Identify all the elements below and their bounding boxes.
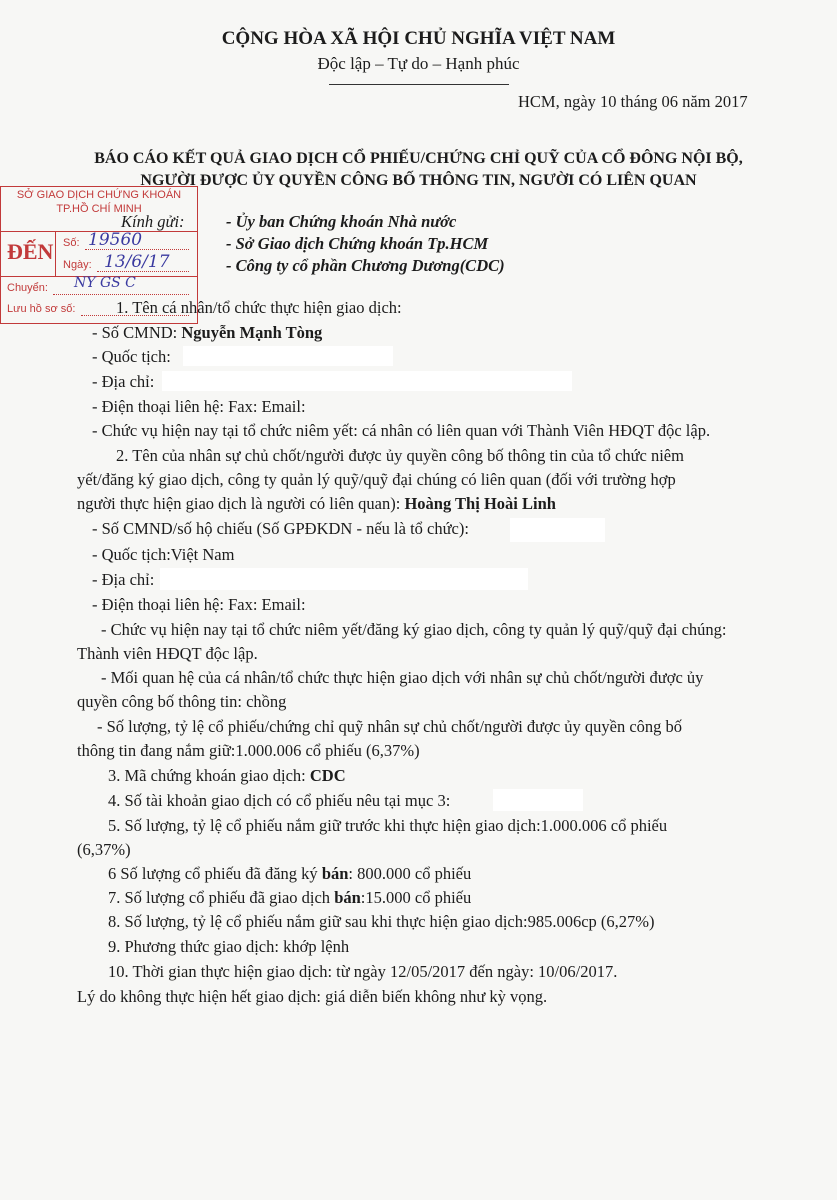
s2-line2: yết/đăng ký giao dịch, công ty quản lý quỹ/quỹ đại chúng có liên quan (đối với trường hợp bbox=[77, 470, 676, 489]
handwritten-ngay: 13/6/17 bbox=[104, 252, 170, 272]
s1-cmnd-line bbox=[92, 323, 322, 343]
item7-bold: bán bbox=[334, 888, 361, 907]
s1-cmnd-name: Nguyễn Mạnh Tòng bbox=[181, 323, 323, 342]
item5-line1: 5. Số lượng, tỷ lệ cổ phiếu nắm giữ trước khi thực hiện giao dịch:1.000.006 cổ phiếu bbox=[108, 816, 668, 835]
item6-bold: bán bbox=[321, 864, 349, 883]
item5-line2: (6,37%) bbox=[77, 840, 131, 859]
item6 bbox=[108, 864, 471, 884]
item3-label: 3. Mã chứng khoán giao dịch: bbox=[108, 766, 310, 785]
s2-position-line2: Thành viên HĐQT độc lập. bbox=[77, 644, 258, 663]
report-title-line2: NGƯỜI ĐƯỢC ỦY QUYỀN CÔNG BỐ THÔNG TIN, NGƯỜI CÓ LIÊN QUAN bbox=[140, 172, 697, 189]
stamp-den: ĐẾN bbox=[7, 239, 54, 264]
item8: 8. Số lượng, tỷ lệ cổ phiếu nắm giữ sau khi thực hiện giao dịch:985.006cp (6,27%) bbox=[108, 912, 655, 931]
item7-prefix: 7. Số lượng cổ phiếu đã giao dịch bbox=[108, 888, 335, 907]
s2-holding-line2: thông tin đang nắm giữ:1.000.006 cổ phiếu (6,37%) bbox=[77, 741, 420, 760]
item6-prefix: 6 Số lượng cổ phiếu đã đăng ký bbox=[108, 864, 322, 883]
item4: 4. Số tài khoản giao dịch có cổ phiếu nêu tại mục 3: bbox=[108, 791, 451, 810]
s2-line1: 2. Tên của nhân sự chủ chốt/người được ủy quyền công bố thông tin của tổ chức niêm bbox=[116, 446, 684, 465]
s1-address: - Địa chỉ: bbox=[92, 372, 155, 391]
s2-phone: - Điện thoại liên hệ: Fax: Email: bbox=[92, 595, 306, 614]
redaction-box bbox=[162, 371, 572, 391]
item7-suffix: :15.000 cổ phiếu bbox=[360, 888, 472, 907]
nation-title: CỘNG HÒA XÃ HỘI CHỦ NGHĨA VIỆT NAM bbox=[221, 28, 616, 49]
recipient-item: - Ủy ban Chứng khoán Nhà nước bbox=[226, 212, 457, 231]
s2-address: - Địa chỉ: bbox=[92, 570, 155, 589]
redaction-box bbox=[183, 346, 393, 366]
stamp-chuyen-label: Chuyển: bbox=[7, 282, 48, 294]
stamp-org-line2: TP.HỒ CHÍ MINH bbox=[56, 203, 142, 215]
motto: Độc lập – Tự do – Hạnh phúc bbox=[317, 54, 520, 73]
redaction-box bbox=[493, 789, 583, 811]
date-line: HCM, ngày 10 tháng 06 năm 2017 bbox=[518, 92, 748, 111]
stamp-luu-label: Lưu hồ sơ số: bbox=[7, 303, 76, 315]
item7 bbox=[108, 888, 471, 908]
item3 bbox=[108, 766, 346, 786]
recipient-item: - Sở Giao dịch Chứng khoán Tp.HCM bbox=[226, 234, 489, 253]
s2-relation-line2: quyền công bố thông tin: chồng bbox=[77, 692, 287, 711]
stamp-ngay-label: Ngày: bbox=[63, 259, 92, 271]
s1-phone: - Điện thoại liên hệ: Fax: Email: bbox=[92, 397, 306, 416]
s2-nationality: - Quốc tịch:Việt Nam bbox=[92, 545, 235, 564]
stamp-so-label: Số: bbox=[63, 237, 80, 249]
stamp-dotline bbox=[53, 294, 189, 295]
handwritten-chuyen: NY GS C bbox=[74, 275, 136, 291]
s2-relation-line1: - Mối quan hệ của cá nhân/tổ chức thực hiện giao dịch với nhân sự chủ chốt/người được ủy bbox=[101, 668, 704, 687]
s1-cmnd-label: - Số CMND: bbox=[92, 323, 182, 342]
item6-suffix: : 800.000 cổ phiếu bbox=[348, 864, 472, 883]
s2-position-line1: - Chức vụ hiện nay tại tổ chức niêm yết/đăng ký giao dịch, công ty quản lý quỹ/quỹ đại chúng: bbox=[101, 620, 727, 639]
redaction-box bbox=[160, 568, 528, 590]
s2-line3 bbox=[77, 494, 556, 514]
item3-code: CDC bbox=[309, 766, 346, 785]
s2-holding-line1: - Số lượng, tỷ lệ cổ phiếu/chứng chỉ quỹ nhân sự chủ chốt/người được ủy quyền công bố bbox=[97, 717, 683, 736]
recipients-label: Kính gửi: bbox=[121, 212, 185, 231]
item9: 9. Phương thức giao dịch: khớp lệnh bbox=[108, 937, 350, 956]
section1-heading: 1. Tên cá nhân/tổ chức thực hiện giao dịch: bbox=[116, 298, 402, 317]
redaction-box bbox=[510, 518, 605, 542]
reason: Lý do không thực hiện hết giao dịch: giá diễn biến không như kỳ vọng. bbox=[77, 987, 548, 1006]
s2-cmnd: - Số CMND/số hộ chiếu (Số GPĐKDN - nếu là tổ chức): bbox=[92, 519, 469, 538]
handwritten-so: 19560 bbox=[88, 230, 143, 250]
header-rule bbox=[329, 84, 509, 85]
s1-nationality: - Quốc tịch: bbox=[92, 347, 171, 366]
s2-line3-prefix: người thực hiện giao dịch là người có liên quan): bbox=[77, 494, 405, 513]
recipient-item: - Công ty cổ phần Chương Dương(CDC) bbox=[226, 256, 505, 275]
item10: 10. Thời gian thực hiện giao dịch: từ ngày 12/05/2017 đến ngày: 10/06/2017. bbox=[108, 962, 618, 981]
s1-position: - Chức vụ hiện nay tại tổ chức niêm yết: cá nhân có liên quan với Thành Viên HĐQT độc lập. bbox=[92, 421, 711, 440]
report-title-line1: BÁO CÁO KẾT QUẢ GIAO DỊCH CỔ PHIẾU/CHỨNG CHỈ QUỸ CỦA CỔ ĐÔNG NỘI BỘ, bbox=[94, 150, 743, 167]
s2-name: Hoàng Thị Hoài Linh bbox=[404, 494, 556, 513]
stamp-org-line1: SỞ GIAO DỊCH CHỨNG KHOÁN bbox=[16, 189, 182, 201]
stamp-divider-vertical bbox=[55, 231, 56, 276]
